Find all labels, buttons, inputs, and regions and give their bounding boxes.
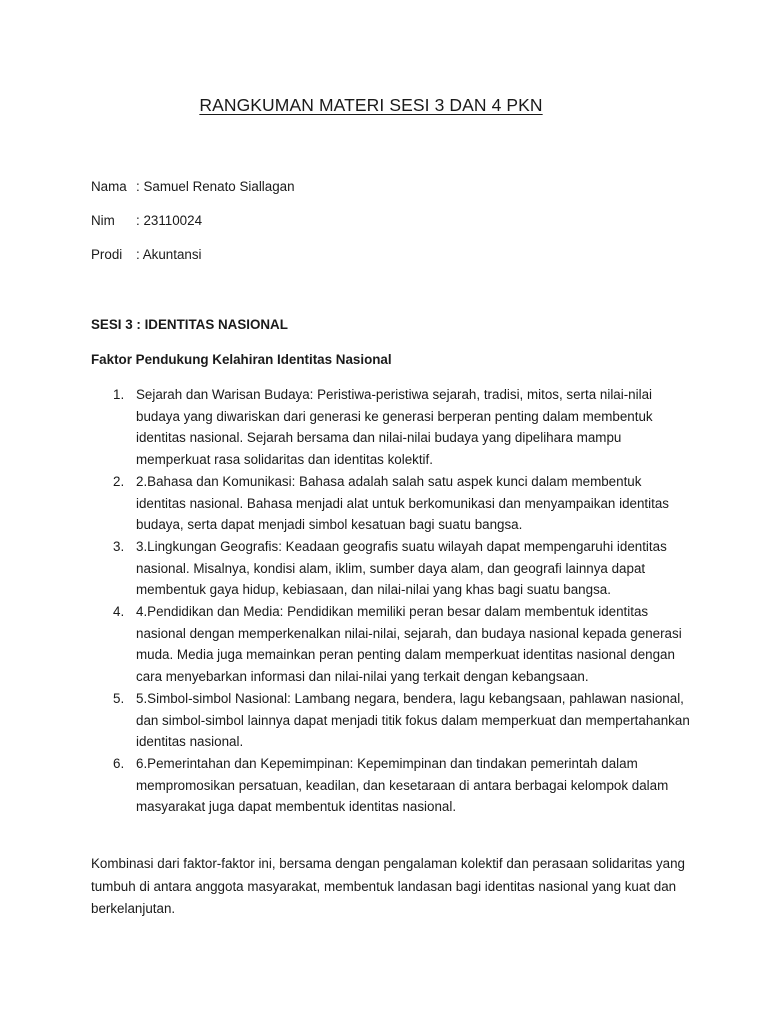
list-item (91, 471, 691, 536)
factor-list (91, 384, 691, 818)
subheading: Faktor Pendukung Kelahiran Identitas Nasional (91, 352, 392, 367)
list-item (91, 753, 691, 818)
list-item-number: 3. (113, 538, 125, 554)
list-item-text: Sejarah dan Warisan Budaya: Peristiwa-peristiwa sejarah, tradisi, mitos, serta nilai-nilai budaya yang diwariskan dari generasi ke generasi berperan penting dalam membentuk identitas nasional. Sejarah bersama dan nilai-nilai budaya yang dipelihara mampu memperkuat rasa solidaritas dan identitas kolektif. (136, 387, 653, 468)
identity-value: : 23110024 (136, 213, 203, 228)
closing-paragraph: Kombinasi dari faktor-faktor ini, bersama dengan pengalaman kolektif dan perasaan solidaritas yang tumbuh di antara anggota masyarakat, membentuk landasan bagi identitas nasional yang kuat dan berkelanjutan. (91, 856, 685, 916)
section-heading: SESI 3 : IDENTITAS NASIONAL (91, 317, 288, 332)
list-item-text: 4.Pendidikan dan Media: Pendidikan memiliki peran besar dalam membentuk identitas nasional dengan memperkenalkan nilai-nilai, sejarah, dan budaya nasional kepada generasi muda. Media juga memainkan peran penting dalam memperkuat identitas nasional dengan cara menyebarkan informasi dan nilai-nilai yang terkait dengan kebangsaan. (136, 604, 682, 685)
identity-row-prodi (91, 246, 202, 264)
list-item-text: 3.Lingkungan Geografis: Keadaan geografis suatu wilayah dapat mempengaruhi identitas nasional. Misalnya, kondisi alam, iklim, sumber daya alam, dan geografi lainnya dapat membentuk gaya hidup, kebiasaan, dan nilai-nilai yang khas bagi suatu bangsa. (136, 538, 667, 598)
identity-row-name (91, 178, 295, 196)
identity-row-nim (91, 212, 202, 230)
identity-label: Prodi (91, 247, 123, 262)
list-item-number: 2. (113, 473, 125, 489)
identity-value: : Samuel Renato Siallagan (136, 179, 295, 194)
list-item-number: 6. (113, 755, 125, 771)
identity-value: : Akuntansi (136, 247, 202, 262)
list-item-number: 4. (113, 604, 125, 620)
list-item-number: 1. (113, 387, 125, 402)
list-item (91, 536, 691, 601)
document-title: RANGKUMAN MATERI SESI 3 DAN 4 PKN (199, 95, 543, 115)
list-item-number: 5. (113, 690, 125, 706)
list-item (91, 384, 691, 471)
list-item-text: 2.Bahasa dan Komunikasi: Bahasa adalah salah satu aspek kunci dalam membentuk identitas nasional. Bahasa menjadi alat untuk berkomunikasi dan menyampaikan identitas budaya, serta dapat menjadi simbol kesatuan bagi suatu bangsa. (136, 473, 669, 533)
identity-label: Nama (91, 179, 127, 194)
list-item (91, 601, 691, 688)
list-item-text: 5.Simbol-simbol Nasional: Lambang negara, bendera, lagu kebangsaan, pahlawan nasional, dan simbol-simbol lainnya dapat menjadi titik fokus dalam memperkuat dan mempertahankan identitas nasional. (136, 690, 690, 750)
list-item (91, 688, 691, 753)
identity-label: Nim (91, 213, 115, 228)
list-item-text: 6.Pemerintahan dan Kepemimpinan: Kepemimpinan dan tindakan pemerintah dalam mempromosikan persatuan, keadilan, dan kesetaraan di antara berbagai kelompok dalam masyarakat juga dapat membentuk identitas nasional. (136, 755, 669, 815)
